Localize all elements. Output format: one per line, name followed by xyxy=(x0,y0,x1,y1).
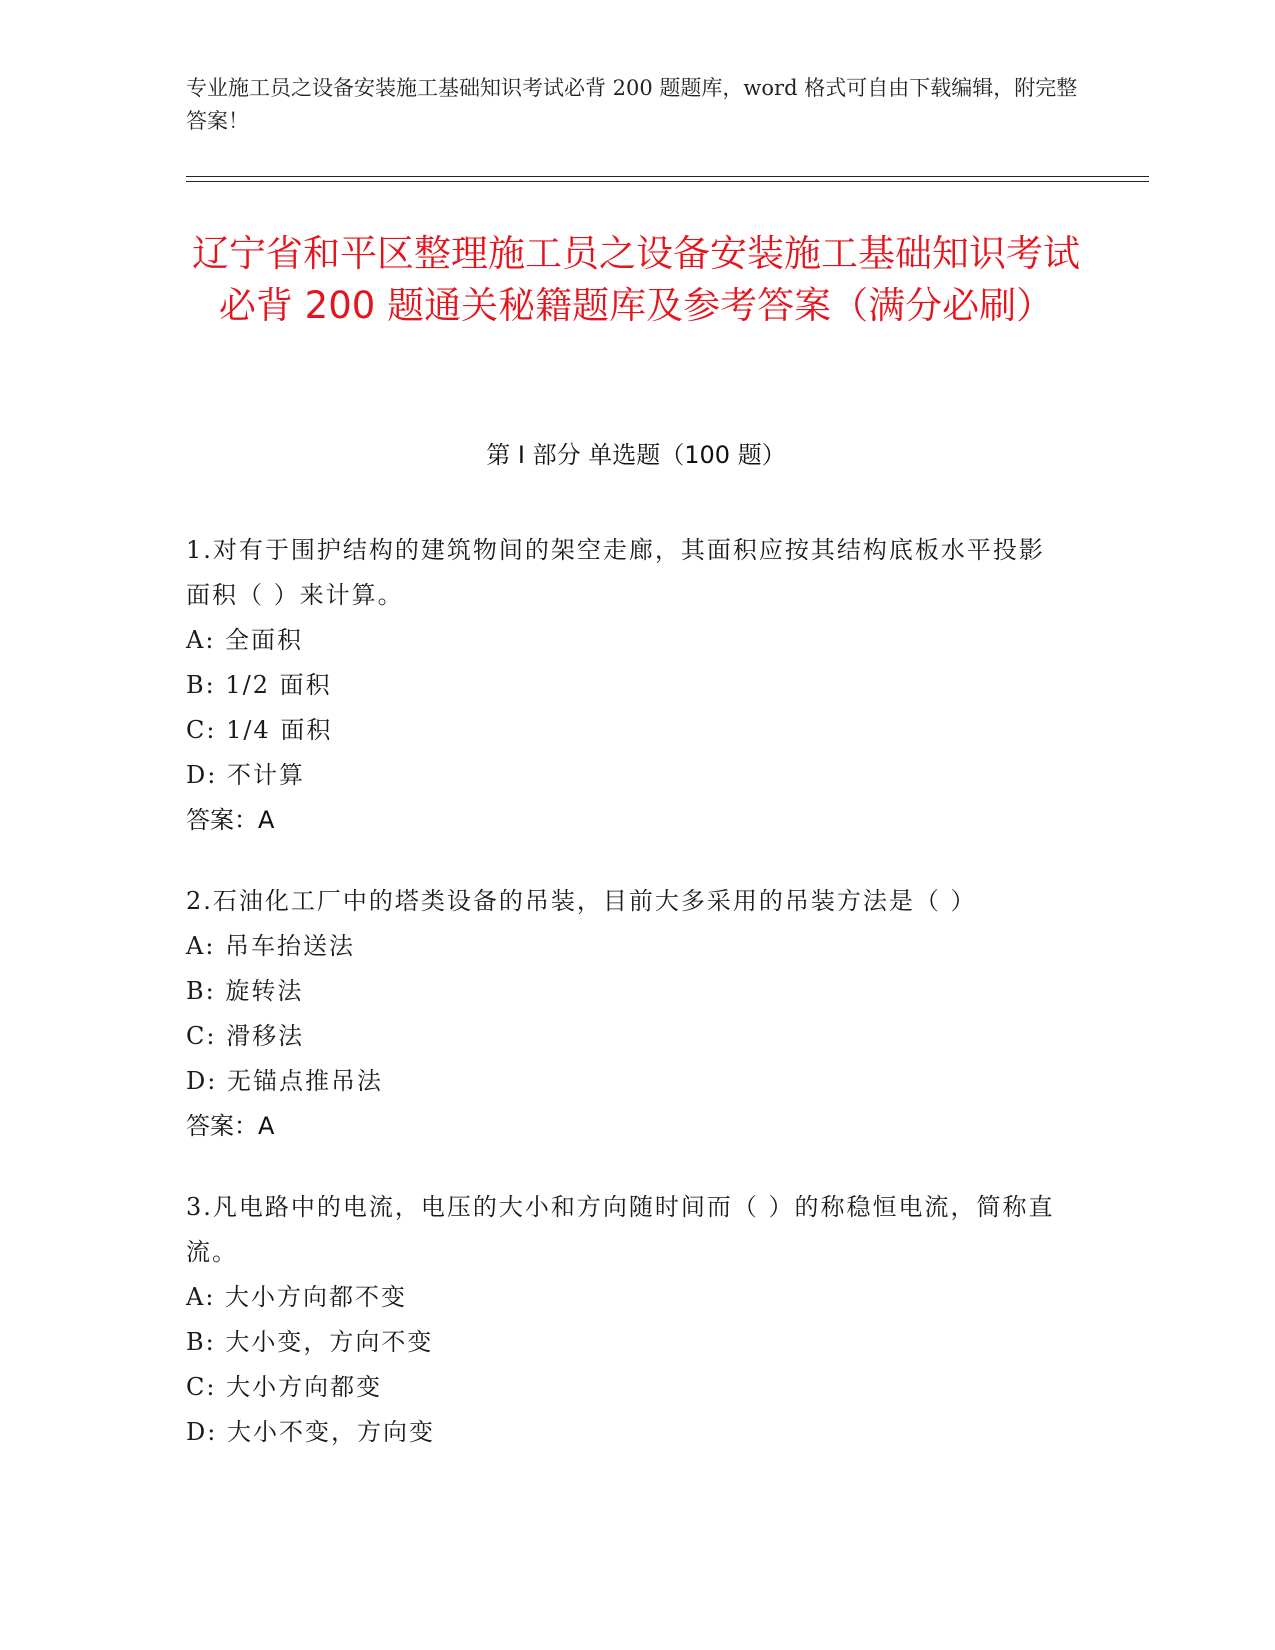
option-b: B: 1/2 面积 xyxy=(186,671,332,699)
option-a: A: 吊车抬送法 xyxy=(186,932,356,960)
option-b: B: 旋转法 xyxy=(186,977,304,1005)
question-stem: 2.石油化工厂中的塔类设备的吊装，目前大多采用的吊装方法是（ ） xyxy=(186,887,977,915)
question-stem: 3.凡电路中的电流，电压的大小和方向随时间而（ ）的称稳恒电流，简称直流。 xyxy=(186,1193,1055,1266)
document-title: 辽宁省和平区整理施工员之设备安装施工基础知识考试必背 200 题通关秘籍题库及参考答案（满分必刷） xyxy=(192,232,1080,327)
question-list xyxy=(186,528,1066,1491)
question-stem: 1.对有于围护结构的建筑物间的架空走廊，其面积应按其结构底板水平投影面积（ ）来计算。 xyxy=(186,536,1045,609)
header-divider-top xyxy=(186,176,1149,177)
option-a: A: 全面积 xyxy=(186,626,304,654)
option-a: A: 大小方向都不变 xyxy=(186,1283,408,1311)
option-c: C: 大小方向都变 xyxy=(186,1373,383,1401)
option-c: C: 1/4 面积 xyxy=(186,716,333,744)
header-note: 专业施工员之设备安装施工基础知识考试必背 200 题题库，word 格式可自由下载编辑，附完整答案！ xyxy=(186,76,1078,133)
answer-line: 答案：A xyxy=(186,1112,275,1140)
question-2 xyxy=(186,879,1066,1149)
option-d: D: 不计算 xyxy=(186,761,305,789)
section-heading: 第 I 部分 单选题（100 题） xyxy=(486,441,786,469)
header-divider-bottom xyxy=(186,181,1149,182)
option-c: C: 滑移法 xyxy=(186,1022,305,1050)
question-1 xyxy=(186,528,1066,843)
answer-line: 答案：A xyxy=(186,806,275,834)
option-b: B: 大小变，方向不变 xyxy=(186,1328,434,1356)
option-d: D: 无锚点推吊法 xyxy=(186,1067,383,1095)
option-d: D: 大小不变，方向变 xyxy=(186,1418,435,1446)
question-3 xyxy=(186,1185,1066,1455)
